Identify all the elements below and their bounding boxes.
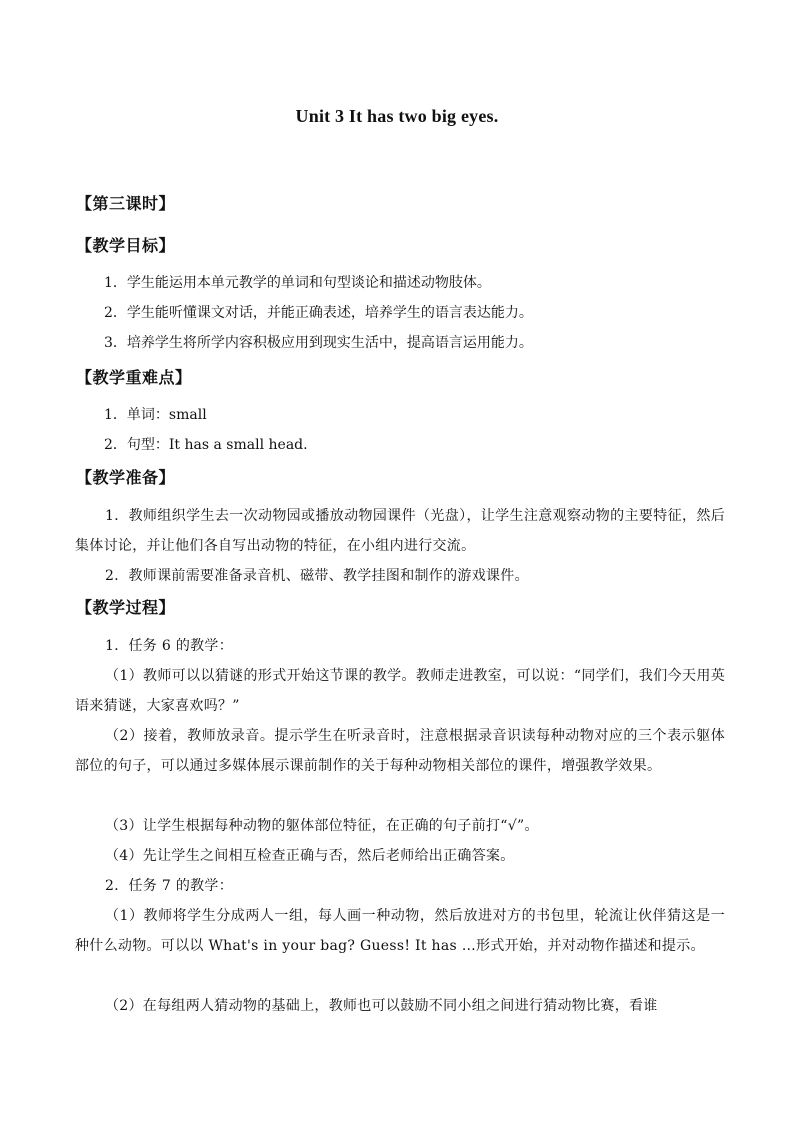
process-heading: 【教学过程】 — [76, 598, 176, 617]
preparation-paragraph-2: 2．教师课前需要准备录音机、磁带、教学挂图和制作的游戏课件。 — [105, 568, 529, 584]
process-task-7-label: 2．任务 7 的教学： — [105, 878, 234, 894]
process-task-7-step-2: （2）在每组两人猜动物的基础上，教师也可以鼓励不同小组之间进行猜动物比赛，看谁 — [105, 998, 658, 1014]
objective-item-3: 3．培养学生将所学内容积极应用到现实生活中，提高语言运用能力。 — [104, 335, 533, 351]
process-step-2: （2）接着，教师放录音。提示学生在听录音时，注意根据录音识读每种动物对应的三个表示躯体部位的句子，可以通过多媒体展示课前制作的关于每种动物相关部位的课件，增强教学效果。 — [75, 728, 725, 774]
key-point-item-1: 1．单词：small — [104, 407, 207, 423]
process-task-7-step-1: （1）教师将学生分成两人一组，每人画一种动物，然后放进对方的书包里，轮流让伙伴猜这是一种什么动物。可以以 What's in your bag? Guess! It has …形式开始，并对动物作描述和提示。 — [75, 908, 725, 954]
objective-item-2: 2．学生能听懂课文对话，并能正确表述，培养学生的语言表达能力。 — [104, 305, 533, 321]
lesson-label: 【第三课时】 — [76, 194, 176, 213]
document-title: Unit 3 It has two big eyes. — [295, 106, 499, 126]
process-step-3: （3）让学生根据每种动物的躯体部位特征，在正确的句子前打“√”。 — [105, 818, 539, 834]
process-task-6-label: 1．任务 6 的教学： — [105, 638, 234, 654]
process-step-1: （1）教师可以以猜谜的形式开始这节课的教学。教师走进教室，可以说：“同学们，我们今天用英语来猜谜，大家喜欢吗？” — [75, 668, 725, 714]
objective-item-1: 1．学生能运用本单元教学的单词和句型谈论和描述动物肢体。 — [104, 275, 491, 291]
preparation-heading: 【教学准备】 — [76, 468, 176, 487]
key-point-item-2: 2．句型：It has a small head. — [104, 437, 308, 453]
key-points-heading: 【教学重难点】 — [76, 368, 192, 387]
objectives-heading: 【教学目标】 — [76, 236, 176, 255]
process-step-4: （4）先让学生之间相互检查正确与否，然后老师给出正确答案。 — [105, 848, 515, 864]
preparation-paragraph-1: 1．教师组织学生去一次动物园或播放动物园课件（光盘），让学生注意观察动物的主要特征，然后集体讨论，并让他们各自写出动物的特征，在小组内进行交流。 — [75, 508, 725, 554]
